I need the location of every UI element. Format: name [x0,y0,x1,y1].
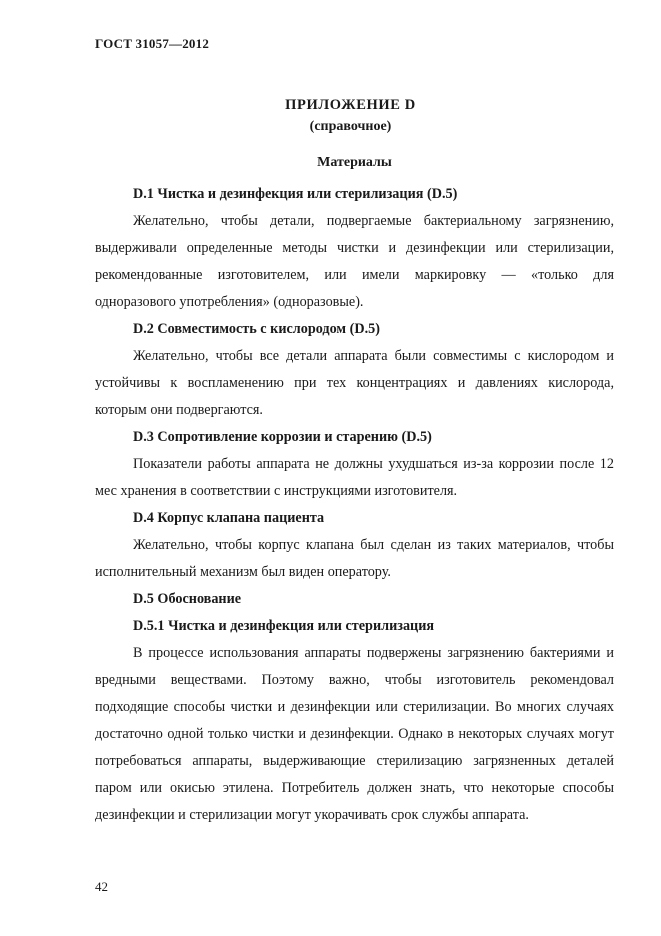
section-text-d1: Желательно, чтобы детали, подвергаемые бактериальному загрязнению, выдерживали определенные методы чистки и дезинфекции или стерилизации, рекомендованные изготовителем, или имели маркировку — «только для одноразового употребления» (одноразовые). [95,213,614,310]
section-heading-d1: D.1 Чистка и дезинфекция или стерилизация (D.5) [133,186,458,202]
section-heading-d3: D.3 Сопротивление коррозии и старению (D.5) [133,429,432,445]
document-body [95,181,614,829]
section-text-d3: Показатели работы аппарата не должны ухудшаться из-за коррозии после 12 мес хранения в соответствии с инструкциями изготовителя. [95,456,614,499]
section-text-d2: Желательно, чтобы все детали аппарата были совместимы с кислородом и устойчивы к воспламенению при тех концентрациях и давлениях кислорода, которым они подвергаются. [95,348,614,418]
section-title: Материалы [317,155,392,170]
section-text-d5-1: В процессе использования аппараты подвержены загрязнению бактериями и вредными веществами. Поэтому важно, чтобы изготовитель рекомендовал подходящие способы чистки и дезинфекции или стерилизации. Во многих случаях достаточно одной только чистки и дезинфекции. Однако в некоторых случаях могут потребоваться аппараты, выдерживающие стерилизацию загрязненных деталей паром или окисью этилена. Потребитель должен знать, что некоторые способы дезинфекции и стерилизации могут укорачивать срок службы аппарата. [95,645,614,823]
section-text-d4: Желательно, чтобы корпус клапана был сделан из таких материалов, чтобы исполнительный механизм был виден оператору. [95,537,614,580]
section-heading-d4: D.4 Корпус клапана пациента [133,510,325,526]
appendix-title: ПРИЛОЖЕНИЕ D [285,97,416,113]
document-code: ГОСТ 31057—2012 [95,36,210,51]
page-number: 42 [95,879,108,894]
section-heading-d5-1: D.5.1 Чистка и дезинфекция или стерилизация [133,618,435,634]
section-heading-d2: D.2 Совместимость с кислородом (D.5) [133,321,380,337]
section-heading-d5: D.5 Обоснование [133,591,242,607]
appendix-subtitle: (справочное) [309,119,392,134]
